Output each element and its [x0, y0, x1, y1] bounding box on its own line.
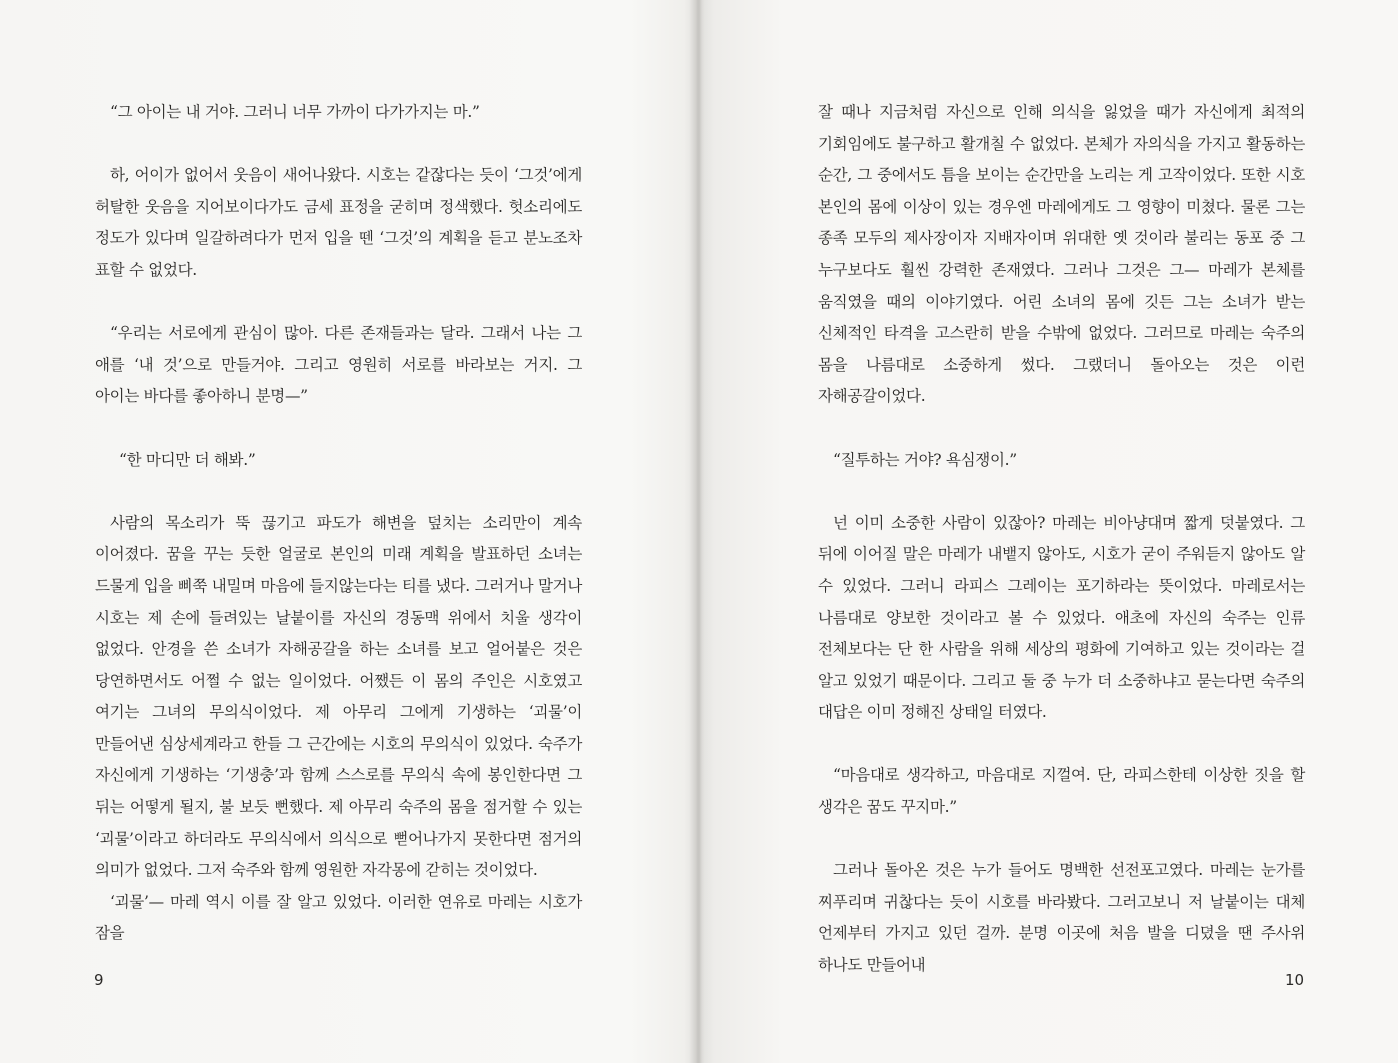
paragraph: ‘괴물’— 마레 역시 이를 잘 알고 있었다. 이러한 연유로 마레는 시호가 잠을	[95, 892, 582, 943]
paragraph: “한 마디만 더 해봐.”	[119, 450, 256, 469]
paragraph: 사람의 목소리가 뚝 끊기고 파도가 해변을 덮치는 소리만이 계속 이어졌다. 꿈을 꾸는 듯한 얼굴로 본인의 미래 계획을 발표하던 소녀는 드물게 입을 삐쭉 내밀며 마음에 들지않는다는 티를 냈다. 그러거나 말거나 시호는 제 손에 들려있는 날붙이를 자신의 경동맥 위에서 치울 생각이 없었다. 안경을 쓴 소녀가 자해공갈을 하는 소녀를 보고 얼어붙은 것은 당연하면서도 어쩔 수 없는 일이었다. 어쨌든 이 몸의 주인은 시호였고 여기는 그녀의 무의식이었다. 제 아무리 그에게 기생하는 ‘괴물’이 만들어낸 심상세계라고 한들 그 근간에는 시호의 무의식이 있었다. 숙주가 자신에게 기생하는 ‘기생충’과 함께 스스로를 무의식 속에 봉인한다면 그 뒤는 어떻게 될지, 불 보듯 뻔했다. 제 아무리 숙주의 몸을 점거할 수 있는 ‘괴물’이라고 하더라도 무의식에서 의식으로 뻗어나가지 못한다면 점거의 의미가 없었다. 그저 숙주와 함께 영원한 자각몽에 갇히는 것이었다.	[95, 513, 582, 880]
page-number: 10	[1285, 971, 1305, 989]
paragraph: 그러나 돌아온 것은 누가 들어도 명백한 선전포고였다. 마레는 눈가를 찌푸리며 귀찮다는 듯이 시호를 바라봤다. 그러고보니 저 날붙이는 대체 언제부터 가지고 있던 걸까. 분명 이곳에 처음 발을 디뎠을 땐 주사위 하나도 만들어내	[818, 861, 1305, 975]
paragraph: “질투하는 거야? 욕심쟁이.”	[833, 450, 1017, 469]
paragraph: 잘 때나 지금처럼 자신으로 인해 의식을 잃었을 때가 자신에게 최적의 기회임에도 불구하고 활개칠 수 없었다. 본체가 자의식을 가지고 활동하는 순간, 그 중에서도 틈을 보이는 순간만을 노리는 게 고작이었다. 또한 시호 본인의 몸에 이상이 있는 경우엔 마레에게도 그 영향이 미쳤다. 물론 그는 종족 모두의 제사장이자 지배자이며 위대한 옛 것이라 불리는 동포 중 그 누구보다도 훨씬 강력한 존재였다. 그러나 그것은 그— 마레가 본체를 움직였을 때의 이야기였다. 어린 소녀의 몸에 깃든 그는 소녀가 받는 신체적인 타격을 고스란히 받을 수밖에 없었다. 그러므로 마레는 숙주의 몸을 나름대로 소중하게 썼다. 그랬더니 돌아오는 것은 이런 자해공갈이었다.	[818, 103, 1305, 406]
paragraph: 하, 어이가 없어서 웃음이 새어나왔다. 시호는 같잖다는 듯이 ‘그것’에게 허탈한 웃음을 지어보이다가도 금세 표정을 굳히며 정색했다. 헛소리에도 정도가 있다며 일갈하려다가 먼저 입을 뗀 ‘그것’의 계획을 듣고 분노조차 표할 수 없었다.	[95, 166, 582, 279]
left-page	[0, 0, 696, 1063]
right-page	[700, 0, 1398, 1063]
paragraph: “우리는 서로에게 관심이 많아. 다른 존재들과는 달라. 그래서 나는 그 애를 ‘내 것’으로 만들거야. 그리고 영원히 서로를 바라보는 거지. 그 아이는 바다를 좋아하니 분명—”	[95, 324, 582, 406]
right-page-text	[818, 97, 1305, 982]
paragraph: “그 아이는 내 거야. 그러니 너무 가까이 다가가지는 마.”	[110, 103, 480, 121]
paragraph: “마음대로 생각하고, 마음대로 지껄여. 단, 라피스한테 이상한 짓을 할 생각은 꿈도 꾸지마.”	[818, 766, 1305, 817]
paragraph: 넌 이미 소중한 사람이 있잖아? 마레는 비아냥대며 짧게 덧붙였다. 그 뒤에 이어질 말은 마레가 내뱉지 않아도, 시호가 굳이 주워듣지 않아도 알 수 있었다. 그러니 라피스 그레이는 포기하라는 뜻이었다. 마레로서는 나름대로 양보한 것이라고 볼 수 있었다. 애초에 자신의 숙주는 인류 전체보다는 단 한 사람을 위해 세상의 평화에 기여하고 있는 것이라는 걸 알고 있었기 때문이다. 그리고 둘 중 누가 더 소중하냐고 묻는다면 숙주의 대답은 이미 정해진 상태일 터였다.	[818, 513, 1305, 722]
left-page-text	[95, 97, 582, 950]
page-number: 9	[94, 971, 104, 989]
